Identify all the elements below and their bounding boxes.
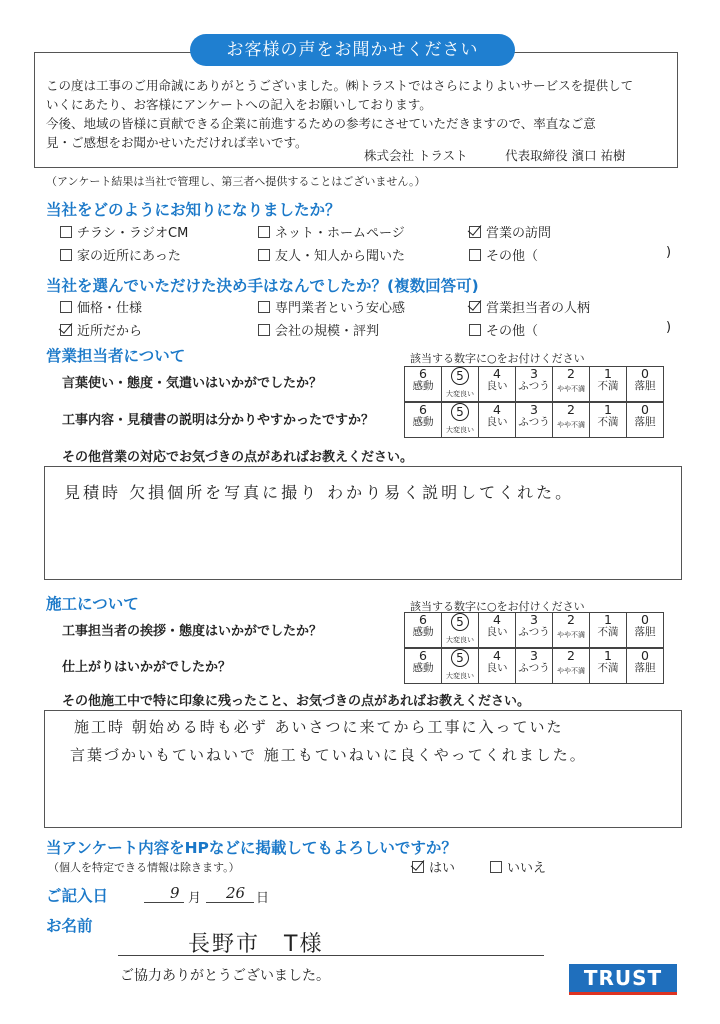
rating-cell-5[interactable] [442, 649, 479, 684]
rating-number: 4 [493, 648, 501, 663]
rating-cell-0[interactable] [627, 649, 664, 684]
rating-label: やや不満 [557, 631, 585, 639]
construction-question-finish: 仕上がりはいかがでしたか？ [62, 660, 232, 675]
rating-cell-2[interactable] [553, 649, 590, 684]
rating-number: 3 [530, 402, 538, 417]
intro-line: 今後、地域の皆様に貢献できる企業に前進するための参考にさせていただきますので、率直なご意 [46, 116, 596, 131]
construction-heading: 施工について [46, 595, 139, 613]
rating-label: 落胆 [634, 380, 656, 392]
rating-number [442, 613, 478, 631]
rating-label: 大変良い [446, 390, 474, 398]
rating-number: 1 [604, 612, 612, 627]
day-value: 26 [226, 884, 246, 902]
rating-cell-0[interactable] [627, 403, 664, 438]
rating-number: 0 [641, 402, 649, 417]
rating-label: ふつう [518, 380, 550, 392]
rating-number: 4 [493, 366, 501, 381]
rating-label: 良い [486, 662, 508, 674]
checkbox[interactable] [258, 324, 270, 336]
hp-note: （個人を特定できる情報は除きます。） [48, 861, 240, 874]
name-label: お名前 [46, 917, 93, 935]
rating-number: 1 [604, 648, 612, 663]
q1-option-web[interactable]: ネット・ホームページ [258, 222, 405, 241]
rating-number: 3 [530, 648, 538, 663]
rating-cell-3[interactable] [516, 367, 553, 402]
rating-cell-4[interactable] [479, 649, 516, 684]
intro-line: この度は工事のご用命誠にありがとうございました。㈱トラストではさらによりよいサービスを提供して [46, 78, 634, 93]
rating-label: 大変良い [446, 672, 474, 680]
rating-number [442, 649, 478, 667]
rating-label: ふつう [518, 416, 550, 428]
paren-close: ) [666, 245, 672, 260]
rating-number: 2 [567, 648, 575, 663]
q1-option-near-home[interactable]: 家の近所にあった [60, 245, 181, 264]
checkbox[interactable] [60, 249, 72, 261]
selected-circle: 5 [451, 403, 469, 421]
trust-logo: TRUST [569, 964, 677, 995]
rating-cell-0[interactable] [627, 613, 664, 648]
rating-number: 0 [641, 612, 649, 627]
rating-number: 2 [567, 366, 575, 381]
q2-option-sales-person[interactable]: 営業担当者の人柄 [469, 297, 590, 316]
rating-cell-2[interactable] [553, 403, 590, 438]
checkbox-checked[interactable] [469, 301, 481, 313]
rating-cell-2[interactable] [553, 613, 590, 648]
rating-label: 感動 [412, 380, 434, 392]
rating-label: 良い [486, 380, 508, 392]
rating-cell-4[interactable] [479, 367, 516, 402]
rating-number: 3 [530, 612, 538, 627]
rating-cell-0[interactable] [627, 367, 664, 402]
rating-label: 落胆 [634, 626, 656, 638]
thanks-message: ご協力ありがとうございました。 [120, 968, 330, 984]
rating-cell-4[interactable] [479, 403, 516, 438]
rating-number [442, 367, 478, 385]
sales-free-question: その他営業の対応でお気づきの点があればお教えください。 [62, 450, 414, 465]
sales-question-manner: 言葉使い・態度・気遣いはいかがでしたか？ [62, 376, 323, 391]
rating-cell-1[interactable] [590, 367, 627, 402]
rating-scale-sales-manner [404, 366, 664, 402]
construction-question-staff: 工事担当者の挨拶・態度はいかがでしたか？ [62, 624, 323, 639]
hp-option-yes[interactable]: はい [412, 857, 455, 876]
rating-number: 2 [567, 612, 575, 627]
rating-cell-1[interactable] [590, 613, 627, 648]
intro-line: 見・ご感想をお聞かせいただければ幸いです。 [46, 135, 308, 150]
rating-label: 不満 [597, 662, 619, 674]
rating-label: 不満 [597, 626, 619, 638]
rating-cell-2[interactable] [553, 367, 590, 402]
rating-number: 1 [604, 402, 612, 417]
rating-label: やや不満 [557, 421, 585, 429]
company-signature: 株式会社 トラスト 代表取締役 濱口 祐樹 [364, 148, 626, 163]
q2-option-other[interactable]: その他（ [469, 320, 538, 339]
checkbox[interactable] [258, 301, 270, 313]
name-underline [118, 955, 544, 956]
q2-heading: 当社を選んでいただけた決め手はなんでしたか？(複数回答可) [46, 277, 479, 295]
rating-number: 0 [641, 648, 649, 663]
rating-label: やや不満 [557, 667, 585, 675]
rating-cell-3[interactable] [516, 649, 553, 684]
checkbox-checked[interactable] [60, 324, 72, 336]
rating-cell-6[interactable] [405, 367, 442, 402]
rating-label: 良い [486, 416, 508, 428]
rating-label: 大変良い [446, 426, 474, 434]
rating-number: 0 [641, 366, 649, 381]
rating-cell-6[interactable] [405, 613, 442, 648]
rating-label: ふつう [518, 626, 550, 638]
construction-comment-line2: 言葉づかいもていねいで 施工もていねいに良くやってくれました。 [70, 746, 587, 764]
selected-circle: 5 [451, 367, 469, 385]
construction-comment-line1: 施工時 朝始める時も必ず あいさつに来てから工事に入っていた [74, 718, 564, 736]
rating-number: 1 [604, 366, 612, 381]
rating-number [442, 403, 478, 421]
rating-label: やや不満 [557, 385, 585, 393]
rating-cell-1[interactable] [590, 403, 627, 438]
rating-cell-1[interactable] [590, 649, 627, 684]
rating-label: 感動 [412, 662, 434, 674]
q2-option-price[interactable]: 価格・仕様 [60, 297, 142, 316]
rating-number: 2 [567, 402, 575, 417]
q2-option-specialist[interactable]: 専門業者という安心感 [258, 297, 405, 316]
customer-name: 長野市 T様 [188, 932, 324, 957]
rating-number: 4 [493, 402, 501, 417]
rating-scale-sales-explanation [404, 402, 664, 438]
month-unit: 月 [188, 891, 202, 906]
rating-cell-5[interactable] [442, 367, 479, 402]
month-underline [144, 902, 184, 903]
checkbox[interactable] [490, 861, 502, 873]
construction-free-question: その他施工中で特に印象に残ったこと、お気づきの点があればお教えください。 [62, 694, 531, 709]
sales-question-explanation: 工事内容・見積書の説明は分かりやすかったですか？ [62, 413, 375, 428]
q1-heading: 当社をどのようにお知りになりましたか？ [46, 201, 341, 219]
privacy-note: （アンケート結果は当社で管理し、第三者へ提供することはございません。） [46, 175, 426, 188]
rating-label: 不満 [597, 380, 619, 392]
checkbox[interactable] [60, 301, 72, 313]
rating-label: ふつう [518, 662, 550, 674]
rating-cell-5[interactable] [442, 613, 479, 648]
checkbox-checked[interactable] [412, 861, 424, 873]
hp-option-no[interactable]: いいえ [490, 857, 546, 876]
checkbox[interactable] [469, 324, 481, 336]
intro-text [46, 76, 671, 152]
rating-number: 6 [419, 366, 427, 381]
rating-cell-5[interactable] [442, 403, 479, 438]
sales-heading: 営業担当者について [46, 347, 186, 365]
checkbox[interactable] [469, 249, 481, 261]
intro-line: いくにあたり、お客様にアンケートへの記入をお願いしております。 [46, 97, 432, 112]
rating-label: 感動 [412, 416, 434, 428]
q1-option-other[interactable]: その他（ [469, 245, 538, 264]
rating-cell-4[interactable] [479, 613, 516, 648]
month-value: 9 [170, 884, 180, 902]
q2-option-reputation[interactable]: 会社の規模・評判 [258, 320, 379, 339]
rating-cell-3[interactable] [516, 403, 553, 438]
checkbox[interactable] [258, 249, 270, 261]
rating-label: 良い [486, 626, 508, 638]
q1-option-friend[interactable]: 友人・知人から聞いた [258, 245, 405, 264]
sales-comment-text: 見積時 欠損個所を写真に撮り わかり易く説明してくれた。 [64, 483, 575, 502]
selected-circle: 5 [451, 649, 469, 667]
rating-label: 落胆 [634, 662, 656, 674]
rating-cell-6[interactable] [405, 649, 442, 684]
checkbox[interactable] [60, 226, 72, 238]
rating-number: 4 [493, 612, 501, 627]
rating-scale-construction-finish [404, 648, 664, 684]
day-underline [206, 902, 254, 903]
paren-close: ) [666, 320, 672, 335]
hp-question: 当アンケート内容をHPなどに掲載してもよろしいですか？ [46, 839, 457, 857]
checkbox[interactable] [258, 226, 270, 238]
selected-circle: 5 [451, 613, 469, 631]
rating-instruction: 該当する数字に○をお付けください [410, 352, 585, 365]
checkbox-checked[interactable] [469, 226, 481, 238]
rating-cell-6[interactable] [405, 403, 442, 438]
date-label: ご記入日 [46, 887, 109, 905]
rating-cell-3[interactable] [516, 613, 553, 648]
q1-option-sales-visit[interactable]: 営業の訪問 [469, 222, 551, 241]
rating-label: 感動 [412, 626, 434, 638]
survey-title: お客様の声をお聞かせください [190, 34, 515, 66]
q1-option-flyer[interactable]: チラシ・ラジオCM [60, 222, 188, 241]
rating-instruction: 該当する数字に○をお付けください [410, 600, 585, 613]
rating-scale-construction-staff [404, 612, 664, 648]
day-unit: 日 [256, 891, 270, 906]
rating-number: 6 [419, 612, 427, 627]
rating-label: 落胆 [634, 416, 656, 428]
q2-option-nearby[interactable]: 近所だから [60, 320, 142, 339]
rating-label: 不満 [597, 416, 619, 428]
rating-label: 大変良い [446, 636, 474, 644]
rating-number: 6 [419, 402, 427, 417]
rating-number: 3 [530, 366, 538, 381]
rating-number: 6 [419, 648, 427, 663]
